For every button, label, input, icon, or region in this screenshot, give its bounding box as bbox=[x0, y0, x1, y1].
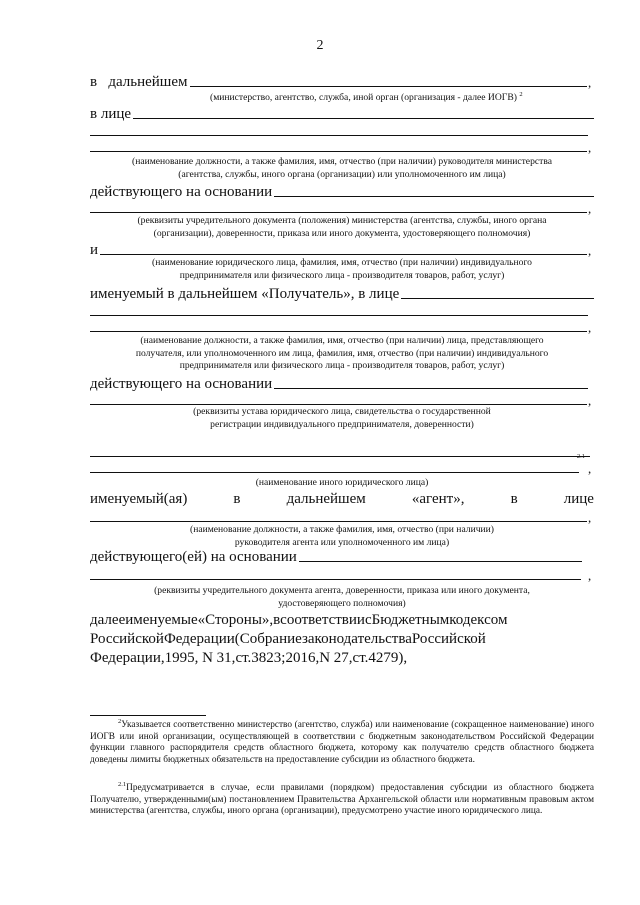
field-label: в лице bbox=[90, 106, 132, 122]
comma: , bbox=[588, 510, 592, 525]
field-row-recipient-person bbox=[90, 284, 594, 302]
caption-basis: (реквизиты учредительного документа (положения) министерства (агентства, службы, иного органа (организации), доверенности, приказа или иного документа, удостоверяющего полномочия) bbox=[137, 215, 547, 239]
paragraph-parties bbox=[90, 611, 594, 668]
field-row-basis-2 bbox=[90, 198, 594, 216]
field-row-agent: именуемый(ая) в дальнейшем «агент», в лице bbox=[90, 491, 594, 507]
blank-line-recipient-person-3[interactable] bbox=[90, 331, 587, 332]
footnote-separator bbox=[90, 715, 206, 716]
caption-ministry: (министерство, агентство, служба, иной орган (организация - далее ИОГВ) $^2$ bbox=[210, 90, 523, 103]
field-row-agent-basis-2 bbox=[90, 565, 594, 583]
blank-line-person-3[interactable] bbox=[90, 151, 587, 152]
blank-line-person[interactable] bbox=[133, 118, 594, 119]
comma: , bbox=[588, 75, 592, 90]
caption-recipient-basis: (реквизиты устава юридического лица, свидетельства о государственной регистрации индивидуального предпринимателя, доверенности) bbox=[193, 406, 491, 430]
blank-line-basis[interactable] bbox=[274, 196, 594, 197]
blank-line-recipient-basis-2[interactable] bbox=[90, 404, 587, 405]
comma: , bbox=[588, 201, 592, 216]
blank-line-basis-2[interactable] bbox=[90, 212, 587, 213]
field-label: и bbox=[90, 242, 99, 258]
blank-line-recipient[interactable] bbox=[100, 254, 587, 255]
comma: , bbox=[588, 243, 592, 258]
blank-line-agent-person[interactable] bbox=[90, 521, 587, 522]
field-row-person bbox=[90, 104, 594, 122]
blank-line-agent-basis-2[interactable] bbox=[90, 579, 581, 580]
field-label: действующего(ей) на основании bbox=[90, 549, 297, 565]
para-line-3: Федерации,1995, N 31,ст.3823;2016,N 27,ст.4279), bbox=[90, 650, 408, 666]
field-row-ministry bbox=[90, 72, 594, 90]
field-row-agent-2 bbox=[90, 507, 594, 525]
blank-line-agent-basis[interactable] bbox=[299, 561, 582, 562]
field-label: именуемый в дальнейшем «Получатель», в лице bbox=[90, 286, 400, 302]
blank-line-recipient-basis[interactable] bbox=[274, 388, 588, 389]
page-number: 2 bbox=[316, 38, 324, 53]
blank-line-agent-entity-2[interactable] bbox=[90, 472, 579, 473]
footnote-ref: 2 bbox=[519, 90, 523, 98]
caption-agent-basis: (реквизиты учредительного документа агента, доверенности, приказа или иного документа, удостоверяющего полномочия) bbox=[154, 585, 530, 609]
para-line-2: РоссийскойФедерации(СобраниезаконодательстваРоссийской bbox=[90, 631, 486, 647]
field-row-agent-entity-2 bbox=[90, 453, 594, 476]
field-row-person-3 bbox=[90, 137, 594, 155]
footnote-2-1: $^{2.1}$Предусматривается в случае, если правилами (порядком) предоставления субсидии из областного бюджета Получателю, утвержденными(ым) постановлением Правительства Архангельской области или нормативным правовым актом министерства (агентства, службы, иного органа (организации), предусмотрено участие иного юридического лица. bbox=[90, 780, 594, 817]
blank-line-recipient-person-2[interactable] bbox=[90, 315, 588, 316]
comma: , bbox=[588, 568, 592, 583]
field-row-agent-basis bbox=[90, 547, 594, 565]
comma: , bbox=[588, 320, 592, 335]
comma: , bbox=[588, 393, 592, 408]
field-row-recipient-person-3 bbox=[90, 317, 594, 335]
footnote-2: $^2$Указывается соответственно министерство (агентство, служба) или наименование (сокращенное наименование) иного ИОГВ или иной организации, осуществляющей в соответствии с бюджетным законодательством Российской Федерации функции главного распорядителя средств областного бюджета, которому как получателю средств областного бюджета доведены лимиты бюджетных обязательств на предоставление субсидии из областного бюджета. bbox=[90, 717, 594, 766]
footnote-ref: 2.1 bbox=[576, 453, 585, 460]
field-label: в дальнейшем bbox=[90, 74, 188, 90]
blank-line-recipient-person[interactable] bbox=[401, 298, 594, 299]
field-label: действующего на основании bbox=[90, 376, 273, 392]
field-row-recipient bbox=[90, 240, 594, 258]
caption-recipient-person: (наименование должности, а также фамилия, имя, отчество (при наличии) лица, представляющего получателя, или уполномоченного им лица, фамилия, имя, отчество (при наличии) индивидуального предпринимателя или физического лица - производителя товаров, работ, услуг) bbox=[135, 335, 549, 371]
blank-line-ministry[interactable] bbox=[190, 86, 588, 87]
comma: , bbox=[588, 140, 592, 155]
field-label: действующего на основании bbox=[90, 184, 273, 200]
caption-person: (наименование должности, а также фамилия, имя, отчество (при наличии) руководителя министерства (агентства, службы, иного органа (организации) или уполномоченного им лица) bbox=[132, 156, 552, 180]
comma: , bbox=[588, 461, 592, 476]
para-line-1: далееименуемые«Стороны»,всоответствиисБюджетнымкодексом bbox=[90, 612, 508, 628]
blank-line-person-2[interactable] bbox=[90, 135, 588, 136]
caption-agent-person: (наименование должности, а также фамилия, имя, отчество (при наличии) руководителя агента или уполномоченного им лица) bbox=[190, 524, 494, 548]
blank-line-agent-entity[interactable] bbox=[90, 456, 590, 457]
caption-agent-entity: (наименование иного юридического лица) bbox=[255, 477, 429, 488]
caption-recipient: (наименование юридического лица, фамилия, имя, отчество (при наличии) индивидуального предпринимателя или физического лица - производителя товаров, работ, услуг) bbox=[152, 257, 532, 281]
